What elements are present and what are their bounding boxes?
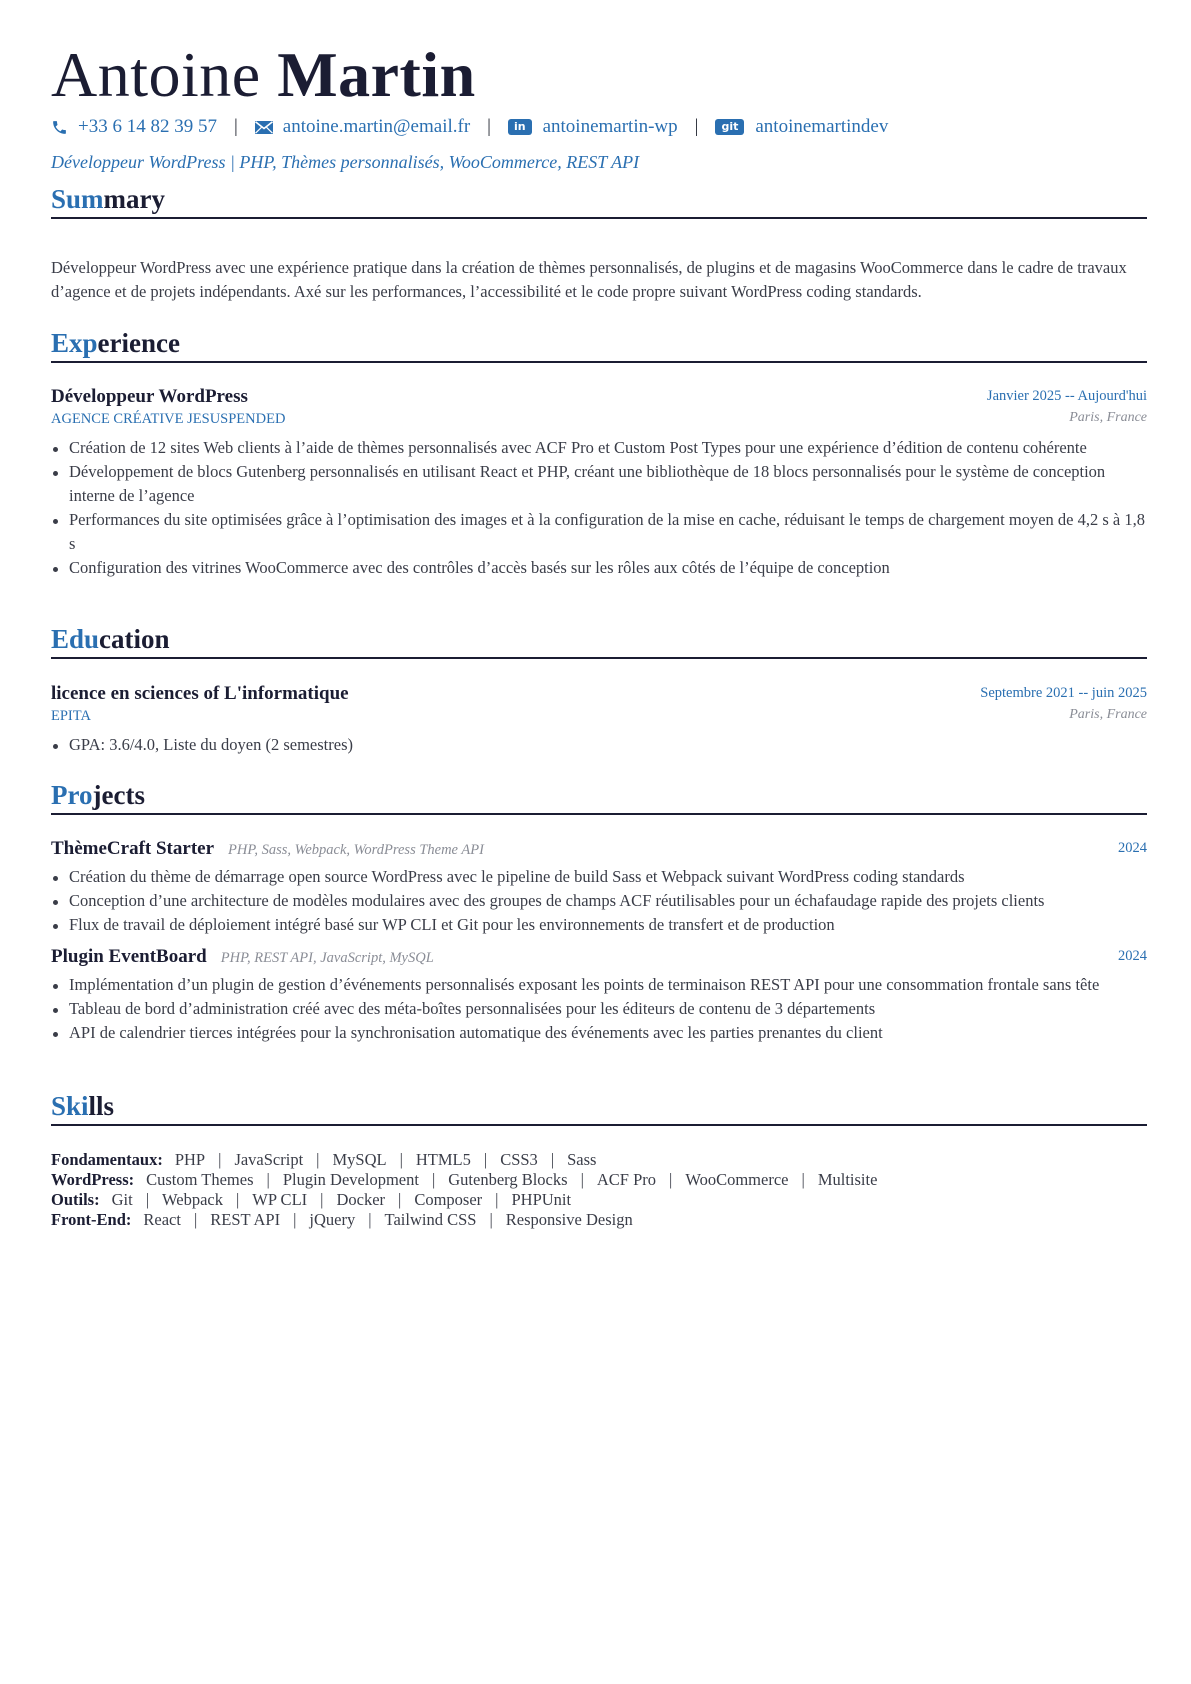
job-location: Paris, France bbox=[1069, 410, 1147, 425]
project-bullets bbox=[51, 973, 1147, 1045]
list-item: Tableau de bord d’administration créé avec des méta-boîtes personnalisées pour les éditeurs de contenu de 3 départements bbox=[51, 997, 1147, 1021]
project-title bbox=[51, 946, 434, 968]
education-dates: Septembre 2021 -- juin 2025 bbox=[980, 685, 1147, 701]
contact-phone[interactable] bbox=[51, 116, 217, 138]
skill-item: Custom Themes bbox=[146, 1170, 254, 1189]
headline-tagline: Développeur WordPress | PHP, Thèmes personnalisés, WooCommerce, REST API bbox=[51, 152, 640, 172]
skill-item: WooCommerce bbox=[685, 1170, 789, 1189]
skill-item: Multisite bbox=[817, 1170, 878, 1189]
section-title-skills: Skills bbox=[51, 1089, 1147, 1126]
section-title-projects: Projects bbox=[51, 778, 1147, 815]
skill-item: Composer bbox=[414, 1190, 483, 1209]
skill-separator: | bbox=[550, 1150, 555, 1169]
skill-separator: | bbox=[580, 1170, 584, 1189]
skill-separator: | bbox=[398, 1190, 402, 1209]
education-bullets bbox=[51, 733, 1147, 757]
list-item: Implémentation d’un plugin de gestion d’événements personnalisés exposant les points de terminaison REST API pour une consommation frontale sans tête bbox=[51, 973, 1147, 997]
section-title-summary: Summary bbox=[51, 182, 1147, 219]
contact-linkedin[interactable] bbox=[508, 116, 678, 138]
skill-separator: | bbox=[320, 1190, 324, 1209]
skill-row bbox=[51, 1150, 877, 1170]
job-bullets bbox=[51, 436, 1147, 580]
candidate-name bbox=[51, 38, 476, 112]
skill-item: HTML5 bbox=[415, 1150, 471, 1169]
project-name: ThèmeCraft Starter bbox=[51, 838, 215, 859]
skill-item: Sass bbox=[567, 1150, 597, 1169]
skill-category: Outils: bbox=[51, 1190, 100, 1209]
list-item: Création de 12 sites Web clients à l’aide de thèmes personnalisés avec ACF Pro et Custom Post Types pour une expérience d’édition de contenu cohérente bbox=[51, 436, 1147, 460]
skill-separator: | bbox=[193, 1210, 198, 1229]
project-bullets bbox=[51, 865, 1147, 937]
contact-email[interactable] bbox=[255, 116, 470, 138]
skill-item: JavaScript bbox=[234, 1150, 304, 1169]
skill-category: Fondamentaux: bbox=[51, 1150, 163, 1169]
skill-separator: | bbox=[218, 1150, 222, 1169]
skill-separator: | bbox=[316, 1150, 320, 1169]
phone-icon bbox=[51, 119, 68, 136]
skill-separator: | bbox=[293, 1210, 297, 1229]
skill-category: Front-End: bbox=[51, 1210, 132, 1229]
skill-item: Git bbox=[111, 1190, 133, 1209]
skill-row bbox=[51, 1210, 877, 1230]
skill-category: WordPress: bbox=[51, 1170, 135, 1189]
skill-separator: | bbox=[801, 1170, 805, 1189]
project-tech: PHP, Sass, Webpack, WordPress Theme API bbox=[228, 842, 484, 858]
skill-item: CSS3 bbox=[500, 1150, 538, 1169]
skills-list bbox=[51, 1150, 877, 1230]
list-item: Développement de blocs Gutenberg personnalisés en utilisant React et PHP, créant une bibliothèque de 18 blocs personnalisés pour le système de conception interne de l’agence bbox=[51, 460, 1147, 508]
last-name: Martin bbox=[277, 39, 476, 110]
skill-separator: | bbox=[483, 1150, 488, 1169]
skill-item: Docker bbox=[336, 1190, 386, 1209]
project-title bbox=[51, 838, 484, 860]
section-title-education: Education bbox=[51, 622, 1147, 659]
school-location: Paris, France bbox=[1069, 707, 1147, 722]
skill-separator: | bbox=[399, 1150, 403, 1169]
skill-item: MySQL bbox=[332, 1150, 387, 1169]
skill-item: Plugin Development bbox=[282, 1170, 419, 1189]
job-role: Développeur WordPress bbox=[51, 386, 248, 407]
list-item: API de calendrier tierces intégrées pour la synchronisation automatique des événements avec les parties prenantes du client bbox=[51, 1021, 1147, 1045]
list-item: Conception d’une architecture de modèles modulaires avec des groupes de champs ACF réutilisables pour un échafaudage rapide des projets clients bbox=[51, 889, 1147, 913]
summary-text: Développeur WordPress avec une expérience pratique dans la création de thèmes personnalisés, de plugins et de magasins WooCommerce dans le cadre de travaux d’agence et de projets indépendants. Axé sur les performances, l’accessibilité et le code propre suivant WordPress coding standards. bbox=[51, 258, 1127, 301]
project-year: 2024 bbox=[1118, 948, 1147, 964]
skill-separator: | bbox=[235, 1190, 240, 1209]
project-name: Plugin EventBoard bbox=[51, 946, 207, 967]
list-item: Création du thème de démarrage open source WordPress avec le pipeline de build Sass et Webpack suivant WordPress coding standards bbox=[51, 865, 1147, 889]
first-name: Antoine bbox=[51, 39, 261, 110]
list-item: Flux de travail de déploiement intégré basé sur WP CLI et Git pour les environnements de transfert et de production bbox=[51, 913, 1147, 937]
contact-github[interactable] bbox=[715, 116, 888, 138]
github-text: antoinemartindev bbox=[755, 116, 889, 137]
degree-title: licence en sciences of L'informatique bbox=[51, 683, 349, 704]
skill-item: Tailwind CSS bbox=[384, 1210, 477, 1229]
skill-item: PHP bbox=[174, 1150, 206, 1169]
list-item: GPA: 3.6/4.0, Liste du doyen (2 semestres) bbox=[51, 733, 1147, 757]
project-tech: PHP, REST API, JavaScript, MySQL bbox=[220, 950, 434, 966]
linkedin-icon: in bbox=[508, 119, 532, 135]
skill-item: PHPUnit bbox=[511, 1190, 572, 1209]
skill-separator: | bbox=[431, 1170, 436, 1189]
skill-item: jQuery bbox=[309, 1210, 356, 1229]
skill-separator: | bbox=[368, 1210, 372, 1229]
section-title-experience: Experience bbox=[51, 326, 1147, 363]
skill-item: REST API bbox=[210, 1210, 281, 1229]
git-icon: git bbox=[715, 119, 744, 135]
phone-text: +33 6 14 82 39 57 bbox=[78, 116, 217, 137]
skill-separator: | bbox=[495, 1190, 499, 1209]
skill-item: Gutenberg Blocks bbox=[448, 1170, 568, 1189]
skill-separator: | bbox=[669, 1170, 673, 1189]
skill-row bbox=[51, 1170, 877, 1190]
mail-icon bbox=[255, 121, 273, 134]
contact-separator: | bbox=[694, 116, 699, 137]
linkedin-text: antoinemartin-wp bbox=[542, 116, 678, 137]
list-item: Configuration des vitrines WooCommerce avec des contrôles d’accès basés sur les rôles aux côtés de l’équipe de conception bbox=[51, 556, 1147, 580]
school-name: EPITA bbox=[51, 708, 91, 724]
contact-separator: | bbox=[233, 116, 238, 137]
skill-separator: | bbox=[145, 1190, 149, 1209]
email-text: antoine.martin@email.fr bbox=[282, 116, 471, 137]
skill-item: Webpack bbox=[162, 1190, 223, 1209]
list-item: Performances du site optimisées grâce à l’optimisation des images et à la configuration de la mise en cache, réduisant le temps de chargement moyen de 4,2 s à 1,8 s bbox=[51, 508, 1147, 556]
skill-item: WP CLI bbox=[252, 1190, 308, 1209]
skill-separator: | bbox=[489, 1210, 493, 1229]
job-company: AGENCE CRÉATIVE JESUSPENDED bbox=[51, 411, 286, 427]
skill-separator: | bbox=[266, 1170, 270, 1189]
job-dates: Janvier 2025 -- Aujourd'hui bbox=[986, 388, 1147, 404]
skill-item: ACF Pro bbox=[596, 1170, 657, 1189]
skill-item: React bbox=[143, 1210, 181, 1229]
project-year: 2024 bbox=[1118, 840, 1147, 856]
skill-row bbox=[51, 1190, 877, 1210]
contact-bar bbox=[51, 114, 888, 140]
skill-item: Responsive Design bbox=[505, 1210, 633, 1229]
contact-separator: | bbox=[487, 116, 491, 137]
